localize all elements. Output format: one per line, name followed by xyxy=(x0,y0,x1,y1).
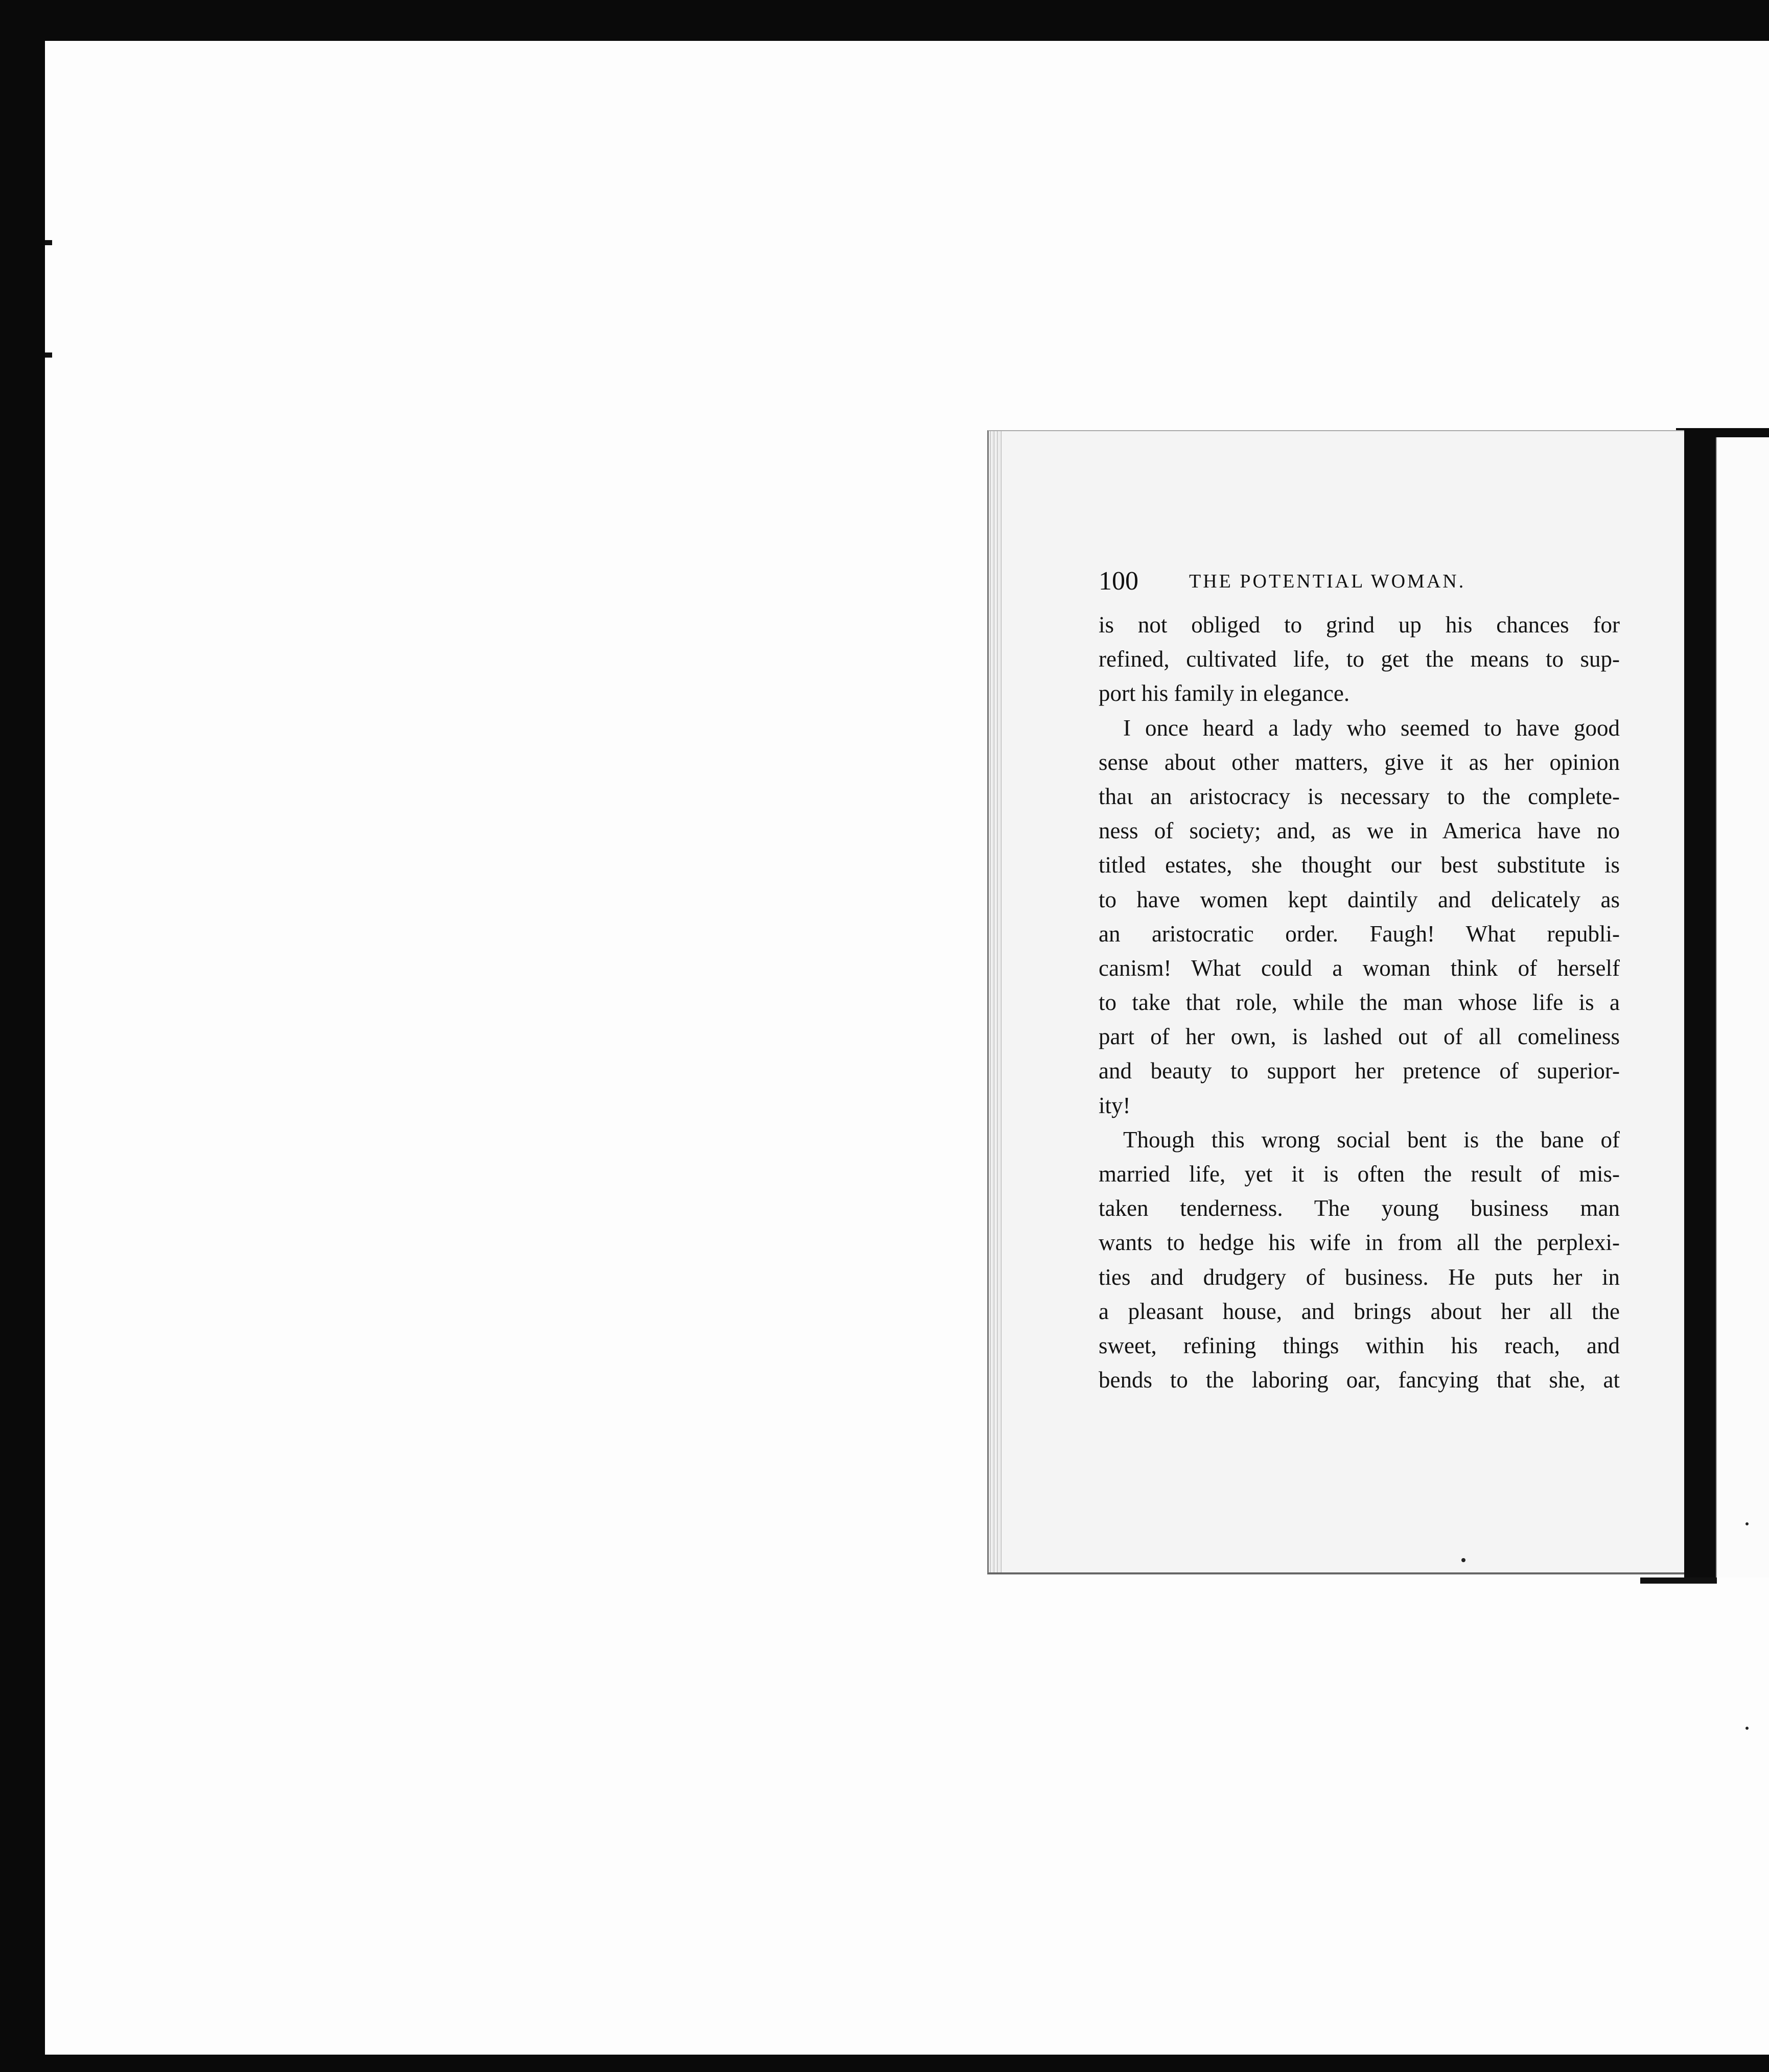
book-gutter xyxy=(1684,430,1716,1582)
running-head xyxy=(1099,566,1620,597)
text-line: an aristocratic order. Faugh! What republi- xyxy=(1099,921,1620,947)
text-line: is not obliged to grind up his chances for xyxy=(1099,612,1620,638)
text-line: to take that role, while the man whose life is a xyxy=(1099,990,1620,1016)
text-line: and beauty to support her pretence of superior- xyxy=(1099,1058,1620,1084)
frame-mark xyxy=(45,352,52,358)
text-line: ness of society; and, as we in America have no xyxy=(1099,818,1620,844)
text-line: wants to hedge his wife in from all the perplexi- xyxy=(1099,1230,1620,1256)
text-line: refined, cultivated life, to get the means to sup- xyxy=(1099,646,1620,672)
text-line: Though this wrong social bent is the bane of xyxy=(1123,1126,1620,1152)
text-line: port his family in elegance. xyxy=(1099,680,1350,707)
text-line: part of her own, is lashed out of all comeliness xyxy=(1099,1024,1620,1050)
text-line: a pleasant house, and brings about her all the xyxy=(1099,1298,1620,1324)
text-line: sense about other matters, give it as her opinion xyxy=(1099,749,1620,775)
running-title: THE POTENTIAL WOMAN. xyxy=(1189,571,1466,592)
text-line: titled estates, she thought our best substitute is xyxy=(1099,852,1620,878)
dust-speck xyxy=(1745,1727,1749,1730)
dust-speck xyxy=(1461,1558,1465,1562)
book-cover-edge xyxy=(1640,1577,1717,1584)
text-line: to have women kept daintily and delicately as xyxy=(1099,886,1620,912)
text-line: ity! xyxy=(1099,1092,1131,1118)
text-line: bends to the laboring oar, fancying that she, at xyxy=(1099,1367,1620,1393)
text-line: thaι an aristocracy is necessary to the complete- xyxy=(1099,783,1620,809)
text-line: ties and drudgery of business. He puts her in xyxy=(1099,1264,1620,1290)
body-text xyxy=(1099,608,1620,1397)
text-line: I once heard a lady who seemed to have good xyxy=(1123,715,1620,741)
facing-page xyxy=(1716,437,1769,1577)
page-number: 100 xyxy=(1099,567,1138,596)
text-line: canism! What could a woman think of herself xyxy=(1099,955,1620,981)
text-line: sweet, refining things within his reach, and xyxy=(1099,1332,1620,1358)
frame-mark xyxy=(45,240,52,245)
page-edges xyxy=(989,431,1002,1572)
text-line: married life, yet it is often the result of mis- xyxy=(1099,1161,1620,1187)
text-line: taken tenderness. The young business man xyxy=(1099,1195,1620,1221)
dust-speck xyxy=(1745,1522,1749,1525)
